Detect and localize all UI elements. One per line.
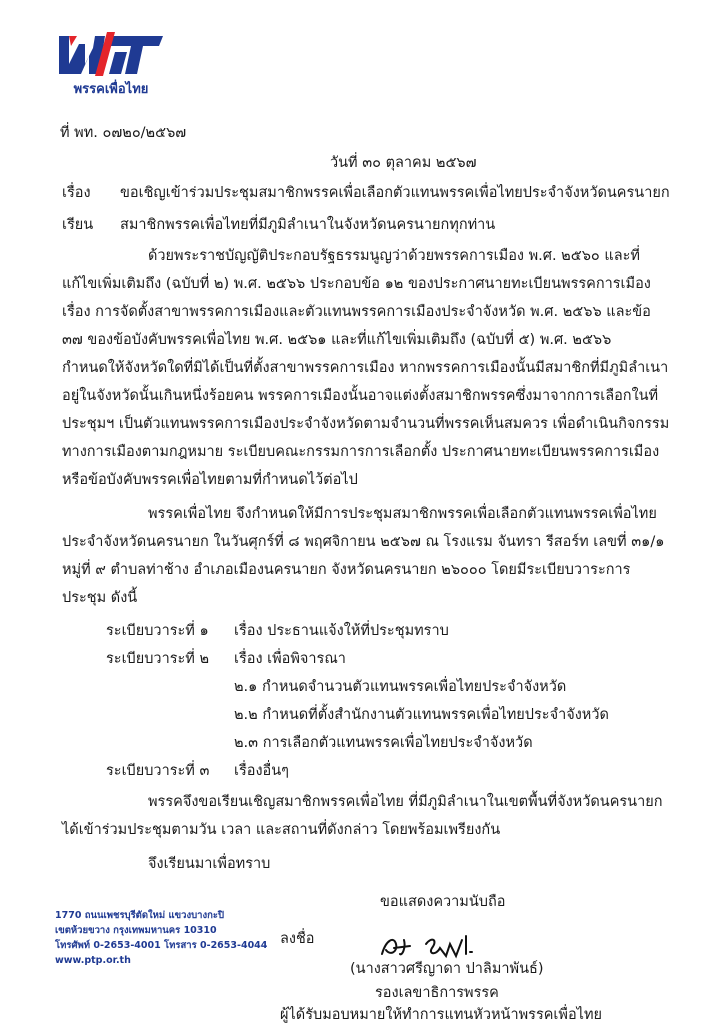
footer-address-line-1: 1770 ถนนเพชรบุรีตัดใหม่ แขวงบางกะปิ: [55, 910, 224, 921]
agenda-subitem: ๒.๑ กำหนดจำนวนตัวแทนพรรคเพื่อไทยประจำจังหวัด: [234, 679, 567, 695]
agenda-item-1-text: เรื่อง ประธานแจ้งให้ที่ประชุมทราบ: [234, 623, 449, 639]
recipient-text: สมาชิกพรรคเพื่อไทยที่มีภูมิลำเนาในจังหวัดนครนายกทุกท่าน: [120, 217, 496, 233]
agenda-item-2-label: ระเบียบวาระที่ ๒: [106, 651, 210, 667]
footer-website: www.ptp.or.th: [55, 955, 131, 966]
subject-text: ขอเชิญเข้าร่วมประชุมสมาชิกพรรคเพื่อเลือกตัวแทนพรรคเพื่อไทยประจำจังหวัดนครนายก: [120, 185, 670, 201]
subject-label: เรื่อง: [62, 185, 91, 201]
handwritten-signature-icon: [376, 930, 486, 962]
paragraph-1-line: อยู่ในจังหวัดนั้นเกินหนึ่งร้อยคน พรรคการเมืองนั้นอาจแต่งตั้งสมาชิกพรรคซึ่งมาจากการเลือกในที่: [62, 388, 659, 404]
paragraph-3-line: พรรคจึงขอเรียนเชิญสมาชิกพรรคเพื่อไทย ที่มีภูมิลำเนาในเขตพื้นที่จังหวัดนครนายก: [148, 794, 663, 810]
paragraph-2-line: ประจำจังหวัดนครนายก ในวันศุกร์ที่ ๘ พฤศจิกายน ๒๕๖๗ ณ โรงแรม จันทรา รีสอร์ท เลขที่ ๓๑/๑: [62, 534, 665, 550]
paragraph-1-line: แก้ไขเพิ่มเติมถึง (ฉบับที่ ๒) พ.ศ. ๒๕๖๖ ประกอบข้อ ๑๒ ของประกาศนายทะเบียนพรรคการเมือง: [62, 276, 651, 292]
agenda-item-1-label: ระเบียบวาระที่ ๑: [106, 623, 209, 639]
paragraph-1-line: ด้วยพระราชบัญญัติประกอบรัฐธรรมนูญว่าด้วยพรรคการเมือง พ.ศ. ๒๕๖๐ และที่: [148, 248, 640, 264]
paragraph-2-line: ประชุม ดังนี้: [62, 590, 138, 606]
party-logo-text: พรรคเพื่อไทย: [73, 82, 149, 97]
signer-name: (นางสาวศรีญาดา ปาลิมาพันธ์): [350, 961, 544, 977]
paragraph-1-line: หรือข้อบังคับพรรคเพื่อไทยตามที่กำหนดไว้ต่อไป: [62, 472, 358, 488]
document-date: วันที่ ๓๐ ตุลาคม ๒๕๖๗: [330, 155, 477, 171]
paragraph-3-line: ได้เข้าร่วมประชุมตามวัน เวลา และสถานที่ดังกล่าว โดยพร้อมเพรียงกัน: [62, 822, 501, 838]
party-logo-mark-icon: [55, 30, 167, 78]
paragraph-2-line: หมู่ที่ ๙ ตำบลท่าช้าง อำเภอเมืองนครนายก จังหวัดนครนายก ๒๖๐๐๐ โดยมีระเบียบวาระการ: [62, 562, 631, 578]
signer-position: รองเลขาธิการพรรค: [375, 985, 499, 1001]
footer-address: [55, 908, 267, 968]
agenda-subitem: ๒.๒ กำหนดที่ตั้งสำนักงานตัวแทนพรรคเพื่อไทยประจำจังหวัด: [234, 707, 609, 723]
sign-label: ลงชื่อ: [280, 931, 315, 947]
party-logo: [55, 30, 167, 102]
agenda-item-3-label: ระเบียบวาระที่ ๓: [106, 763, 210, 779]
regards-text: ขอแสดงความนับถือ: [380, 894, 506, 910]
signer-role: ผู้ได้รับมอบหมายให้ทำการแทนหัวหน้าพรรคเพื่อไทย: [280, 1007, 603, 1023]
footer-address-line-2: เขตห้วยขวาง กรุงเทพมหานคร 10310: [55, 925, 217, 936]
footer-phone: โทรศัพท์ 0-2653-4001 โทรสาร 0-2653-4044: [55, 940, 268, 951]
agenda-subitem: ๒.๓ การเลือกตัวแทนพรรคเพื่อไทยประจำจังหวัด: [234, 735, 533, 751]
paragraph-1-line: ประชุมฯ เป็นตัวแทนพรรคการเมืองประจำจังหวัดตามจำนวนที่พรรคเห็นสมควร เพื่อดำเนินกิจกรรม: [62, 416, 670, 432]
agenda-item-2-text: เรื่อง เพื่อพิจารณา: [234, 651, 346, 667]
paragraph-1-line: เรื่อง การจัดตั้งสาขาพรรคการเมืองและตัวแทนพรรคการเมืองประจำจังหวัด พ.ศ. ๒๕๖๖ และข้อ: [62, 304, 651, 320]
paragraph-1-line: กำหนดให้จังหวัดใดที่มิได้เป็นที่ตั้งสาขาพรรคการเมือง หากพรรคการเมืองนั้นมีสมาชิกที่มีภูมิลำเนา: [62, 360, 669, 376]
closing-note: จึงเรียนมาเพื่อทราบ: [148, 856, 271, 872]
paragraph-2-line: พรรคเพื่อไทย จึงกำหนดให้มีการประชุมสมาชิกพรรคเพื่อเลือกตัวแทนพรรคเพื่อไทย: [148, 506, 657, 522]
agenda-item-3-text: เรื่องอื่นๆ: [234, 763, 289, 779]
paragraph-1-line: ๓๗ ของข้อบังคับพรรคเพื่อไทย พ.ศ. ๒๕๖๑ และที่แก้ไขเพิ่มเติมถึง (ฉบับที่ ๕) พ.ศ. ๒๕๖๖: [62, 332, 612, 348]
document-number: ที่ พท. ๐๗๒๐/๒๕๖๗: [60, 125, 187, 141]
recipient-label: เรียน: [62, 217, 94, 233]
paragraph-1-line: ทางการเมืองตามกฎหมาย ระเบียบคณะกรรมการการเลือกตั้ง ประกาศนายทะเบียนพรรคการเมือง: [62, 444, 660, 460]
